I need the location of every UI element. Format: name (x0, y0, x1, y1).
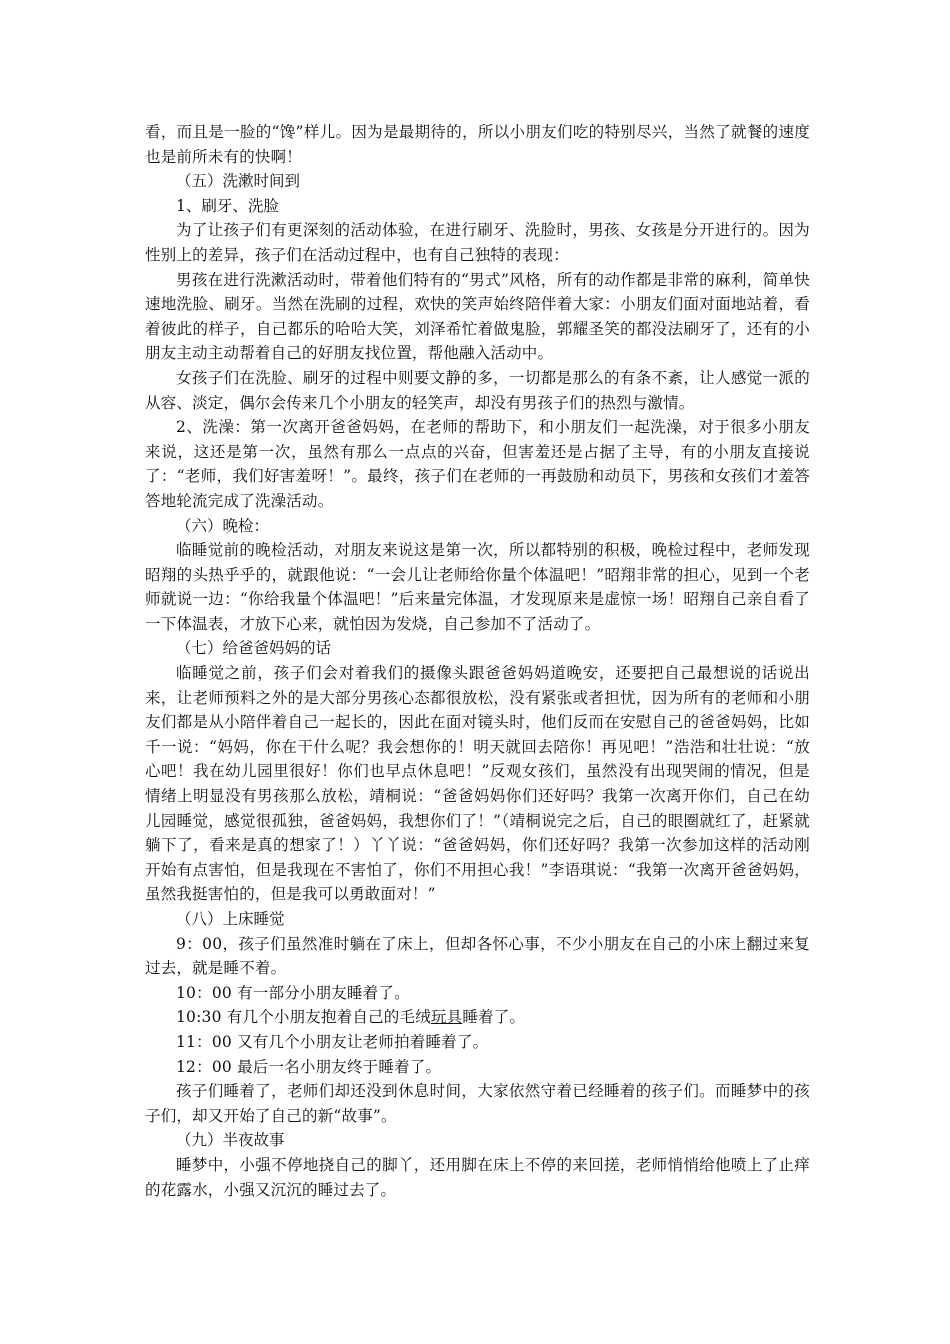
subsection-heading: 1、刷牙、洗脸 (176, 196, 279, 215)
paragraph (145, 1005, 810, 1030)
paragraph: 临睡觉之前，孩子们会对着我们的摄像头跟爸爸妈妈道晚安，还要把自己最想说的话说出来，让老师预料之外的是大部分男孩心态都很放松，没有紧张或者担忧，因为所有的老师和小朋友们都是从小陪伴着自己一起长的，因此在面对镜头时，他们反而在安慰自己的爸爸妈妈，比如千一说：“妈妈，你在干什么呢？我会想你的！明天就回去陪你！再见吧！”浩浩和壮壮说：“放心吧！我在幼儿园里很好！你们也早点休息吧！”反观女孩们，虽然没有出现哭闹的情况，但是情绪上明显没有男孩那么放松，靖桐说：“爸爸妈妈你们还好吗？我第一次离开你们，自己在幼儿园睡觉，感觉很孤独，爸爸妈妈，我想你们了！”（靖桐说完之后，自己的眼圈就红了，赶紧就躺下了，看来是真的想家了！）丫丫说：“爸爸妈妈，你们还好吗？我第一次参加这样的活动刚开始有点害怕，但是我现在不害怕了，你们不用担心我！”李语琪说：“我第一次离开爸爸妈妈，虽然我挺害怕的，但是我可以勇敢面对！” (145, 664, 810, 904)
document-body (145, 120, 810, 1202)
underlined-word: 玩具 (430, 1008, 463, 1027)
paragraph: 10：00 有一部分小朋友睡着了。 (176, 983, 410, 1002)
text-run: 10:30 有几个小朋友抱着自己的毛绒 (176, 1008, 431, 1027)
paragraph: 2、洗澡：第一次离开爸爸妈妈，在老师的帮助下，和小朋友们一起洗澡，对于很多小朋友来说，这还是第一次，虽然有那么一点点的兴奋，但害羞还是占据了主导，有的小朋友直接说了：“老师，我们好害羞呀！”。最终，孩子们在老师的一再鼓励和动员下，男孩和女孩们才羞答答地轮流完成了洗澡活动。 (145, 418, 810, 510)
paragraph: 男孩在进行洗漱活动时，带着他们特有的“男式”风格，所有的动作都是非常的麻利，简单快速地洗脸、刷牙。当然在洗刷的过程，欢快的笑声始终陪伴着大家：小朋友们面对面地站着，看着彼此的样子，自己都乐的哈哈大笑，刘泽希忙着做鬼脸，郭耀圣笑的都没法刷牙了，还有的小朋友主动主动帮着自己的好朋友找位置，帮他融入活动中。 (145, 270, 810, 363)
text-run: 睡着了。 (462, 1008, 526, 1027)
paragraph: 女孩子们在洗脸、刷牙的过程中则要文静的多，一切都是那么的有条不紊，让人感觉一派的从容、淡定，偶尔会传来几个小朋友的轻笑声，却没有男孩子们的热烈与激情。 (145, 368, 810, 412)
paragraph: 临睡觉前的晚检活动，对朋友来说这是第一次，所以都特别的积极，晚检过程中，老师发现昭翔的头热乎乎的，就跟他说：“一会儿让老师给你量个体温吧！”昭翔非常的担心，见到一个老师就说一边：“你给我量个体温吧！”后来量完体温，才发现原来是虚惊一场！昭翔自己亲自看了一下体温表，才放下心来，就怕因为发烧，自己参加不了活动了。 (145, 541, 810, 633)
paragraph: 孩子们睡着了，老师们却还没到休息时间，大家依然守着已经睡着的孩子们。而睡梦中的孩子们，却又开始了自己的新“故事”。 (145, 1082, 810, 1125)
paragraph: 11：00 又有几个小朋友让老师拍着睡着了。 (176, 1032, 489, 1051)
section-heading: （五）洗漱时间到 (176, 172, 301, 191)
section-heading: （八）上床睡觉 (176, 910, 285, 928)
paragraph: 12：00 最后一名小朋友终于睡着了。 (176, 1057, 442, 1076)
paragraph: 为了让孩子们有更深刻的活动体验，在进行刷牙、洗脸时，男孩、女孩是分开进行的。因为性别上的差异，孩子们在活动过程中，也有自己独特的表现： (145, 221, 810, 264)
section-heading: （六）晚检： (176, 516, 270, 535)
paragraph: 睡梦中，小强不停地挠自己的脚丫，还用脚在床上不停的来回搓，老师悄悄给他喷上了止痒的花露水，小强又沉沉的睡过去了。 (145, 1155, 810, 1199)
paragraph: 看，而且是一脸的“馋”样儿。因为是最期待的，所以小朋友们吃的特别尽兴，当然了就餐的速度也是前所未有的快啊！ (145, 123, 810, 166)
section-heading: （七）给爸爸妈妈的话 (176, 639, 332, 658)
section-heading: （九）半夜故事 (176, 1131, 285, 1150)
paragraph: 9：00，孩子们虽然准时躺在了床上，但却各怀心事，不少小朋友在自己的小床上翻过来复过去，就是睡不着。 (145, 934, 810, 978)
